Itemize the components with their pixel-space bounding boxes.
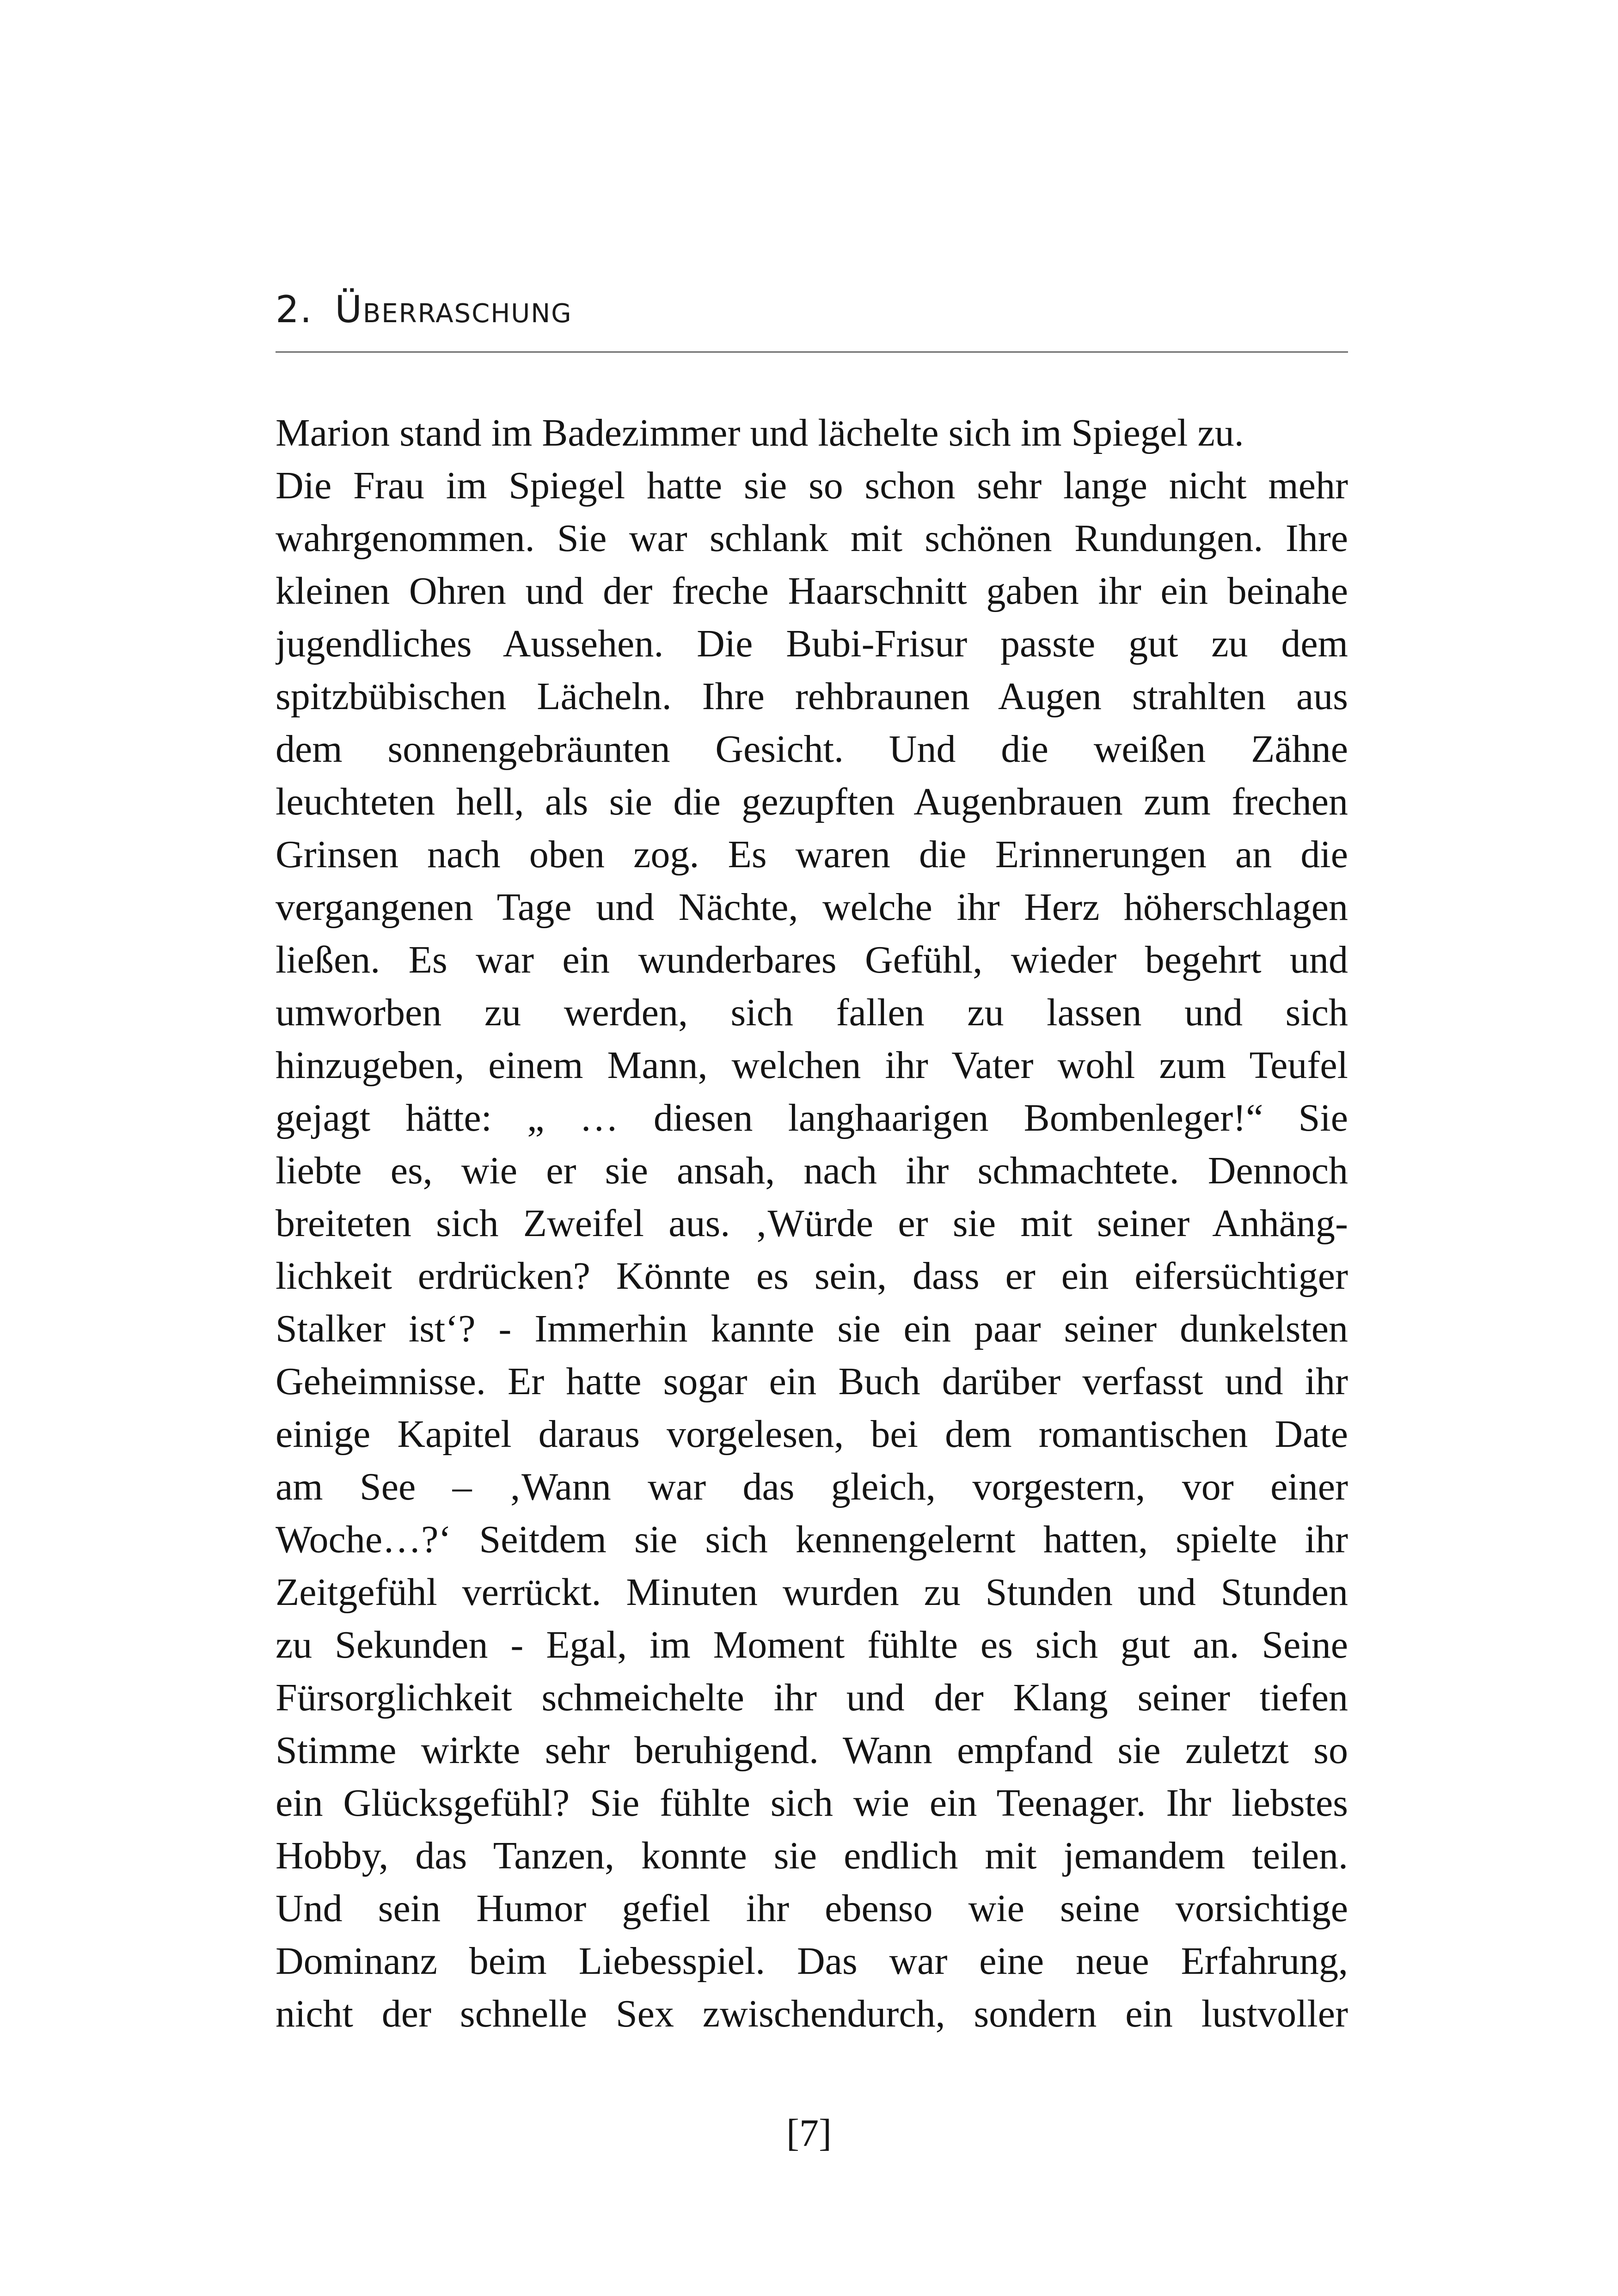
text-line: ein Glücksgefühl? Sie fühlte sich wie ein Teenager. Ihr liebstes: [276, 1782, 1348, 1825]
text-line: ließen. Es war ein wunderbares Gefühl, wieder begehrt und: [276, 938, 1348, 981]
text-line: Hobby, das Tanzen, konnte sie endlich mit jemandem teilen.: [276, 1834, 1348, 1877]
text-line: vergangenen Tage und Nächte, welche ihr Herz höherschlagen: [276, 886, 1348, 929]
text-line: dem sonnengebräunten Gesicht. Und die weißen Zähne: [276, 728, 1348, 771]
text-line: gejagt hätte: „ … diesen langhaarigen Bombenleger!“ Sie: [276, 1096, 1348, 1139]
text-line: hinzugeben, einem Mann, welchen ihr Vater wohl zum Teufel: [276, 1044, 1348, 1087]
heading-divider: [276, 351, 1348, 353]
text-line: zu Sekunden - Egal, im Moment fühlte es sich gut an. Seine: [276, 1623, 1348, 1666]
chapter-title: Überraschung: [335, 288, 572, 331]
text-line: breiteten sich Zweifel aus. ‚Würde er sie mit seiner Anhäng-: [276, 1202, 1348, 1245]
text-line: nicht der schnelle Sex zwischendurch, sondern ein lustvoller: [276, 1992, 1348, 2035]
chapter-number: 2.: [276, 288, 313, 331]
text-line: lichkeit erdrücken? Könnte es sein, dass er ein eifersüchtiger: [276, 1255, 1348, 1298]
text-line: am See – ‚Wann war das gleich, vorgestern, vor einer: [276, 1465, 1348, 1508]
text-line: umworben zu werden, sich fallen zu lassen und sich: [276, 991, 1348, 1034]
chapter-heading: [276, 284, 1348, 335]
text-line: jugendliches Aussehen. Die Bubi-Frisur passte gut zu dem: [276, 622, 1348, 665]
text-line: kleinen Ohren und der freche Haarschnitt gaben ihr ein beinahe: [276, 569, 1348, 612]
text-line: einige Kapitel daraus vorgelesen, bei dem romantischen Date: [276, 1413, 1348, 1456]
text-line: Und sein Humor gefiel ihr ebenso wie seine vorsichtige: [276, 1887, 1348, 1930]
text-line: spitzbübischen Lächeln. Ihre rehbraunen Augen strahlten aus: [276, 675, 1348, 718]
page-number: [7]: [786, 2112, 832, 2155]
text-line: Fürsorglichkeit schmeichelte ihr und der Klang seiner tiefen: [276, 1676, 1348, 1719]
text-line: leuchteten hell, als sie die gezupften Augenbrauen zum frechen: [276, 780, 1348, 823]
text-line: liebte es, wie er sie ansah, nach ihr schmachtete. Dennoch: [276, 1149, 1348, 1192]
text-line: Stimme wirkte sehr beruhigend. Wann empfand sie zuletzt so: [276, 1729, 1348, 1772]
text-line: Geheimnisse. Er hatte sogar ein Buch darüber verfasst und ihr: [276, 1360, 1348, 1403]
text-line: Zeitgefühl verrückt. Minuten wurden zu Stunden und Stunden: [276, 1571, 1348, 1614]
text-line: Woche…?‘ Seitdem sie sich kennengelernt hatten, spielte ihr: [276, 1518, 1348, 1561]
text-line: Grinsen nach oben zog. Es waren die Erinnerungen an die: [276, 833, 1348, 876]
text-line: Stalker ist‘? - Immerhin kannte sie ein paar seiner dunkelsten: [276, 1307, 1348, 1350]
text-line: wahrgenommen. Sie war schlank mit schönen Rundungen. Ihre: [276, 517, 1348, 560]
text-line: Die Frau im Spiegel hatte sie so schon sehr lange nicht mehr: [276, 464, 1348, 507]
text-line: Marion stand im Badezimmer und lächelte sich im Spiegel zu.: [276, 411, 1244, 454]
text-line: Dominanz beim Liebesspiel. Das war eine neue Erfahrung,: [276, 1940, 1348, 1983]
body-text: [276, 407, 1348, 2040]
